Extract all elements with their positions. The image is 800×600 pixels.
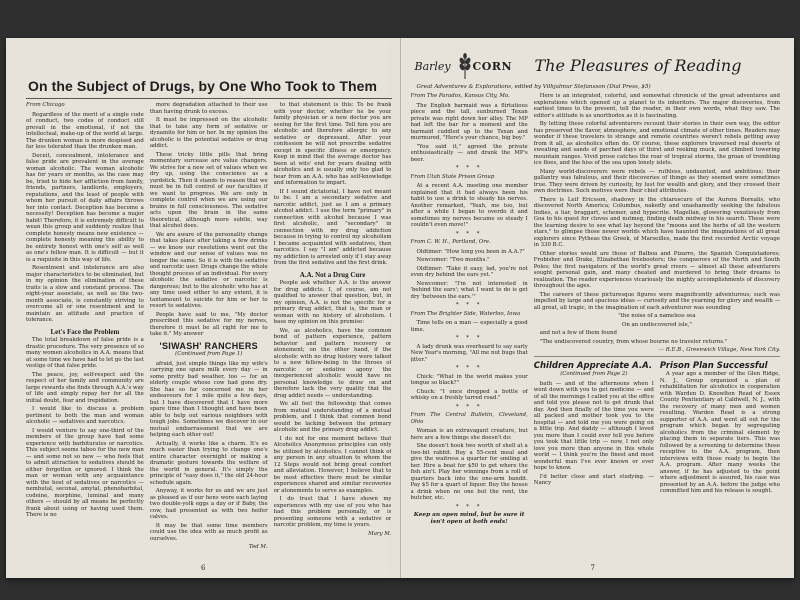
paragraph: It may be that some time members could use the idea with as much profit as ourselves. <box>149 522 268 542</box>
bottom-columns <box>534 359 780 497</box>
paragraph: Many world-discoverers were rebels — ruthless, undaunted, and ambitious; their gallantry was fabulous, and their discoveries of things as they seemed were sometimes true. They were driven by curiosity, by lust for wealth and glory, and they crossed their own doctrines. Such motives were their chief attributes. <box>533 168 780 194</box>
section-rule <box>534 356 780 357</box>
logo-word-barley: Barley <box>414 60 451 73</box>
continued-note: (Continued from Page 1) <box>175 351 243 357</box>
paragraph: Woman is an extravagant creature, but here are a few things she doesn't do: <box>410 428 528 441</box>
left-page <box>6 38 400 578</box>
paragraph: Time tells on a man — especially a good time. <box>410 320 528 333</box>
signature: — R.E.B., Greenwich Village, New York City. <box>658 347 780 353</box>
separator-stars: * * * <box>455 503 483 510</box>
dialogue-line: Newcomer: "Two months." <box>416 257 490 263</box>
paragraph: "The undiscovered country, from whose bourne no traveler returns." <box>539 338 728 345</box>
paragraph: Chuck: "I once dropped a bottle of whisky on a freshly tarred road." <box>410 388 528 401</box>
left-column-3 <box>274 102 392 553</box>
paragraph: People ask whether A.A. is the answer for drug addicts. I, of course, am not qualified to answer that question, but, in my opinion, A.A. is not the specific for a primary drug addict, that is, the man or woman with no history of alcoholism. I base my opinion on this premise: <box>273 280 392 325</box>
dateline: From The Paradox, Kansas City, Mo. <box>410 93 510 99</box>
prison-title: Prison Plan Successful <box>659 360 768 371</box>
wheat-icon <box>455 52 475 80</box>
reading-column <box>534 93 780 527</box>
dialogue-line: Oldtimer: "Take it easy, lad, you're not even dry behind the ears yet." <box>410 265 528 278</box>
paragraph: It must be impressed on the alcoholic that to take any form of sedative or dynamite for him or her. In my opinion the alcoholic is the potential sedative or drug addict. <box>149 117 268 149</box>
page-headline: On the Subject of Drugs, by One Who Took to Them <box>28 78 378 94</box>
paragraph: I would like to discuss a problem pertinent to both the man and woman alcoholic — sedatives and narcotics. <box>26 406 144 425</box>
paragraph: She doesn't hook two worth of shell at a two-bit rabbit. Buy a 55-cent meal and give the waitress a quarter for smiling at her. Hire a boat for $50 to get where the fish ain't. Play her winnings from a roll of quarters back into the one-arm bandit. Pay $5 for a quart of liquor. Buy the house a drink when no one but the rent, the butcher, etc. <box>410 443 528 501</box>
paragraph: Regardless of the merit of a single code of conduct, two codes of conduct still prevail in the emotional, if not the intellectual, make-up of the world at large. The drunken woman is more despised and far less tolerated than the drunken man. <box>26 111 144 150</box>
separator-stars: * * * <box>455 165 483 171</box>
separator-stars: * * * <box>455 302 483 308</box>
logo-word-corn: CORN <box>472 60 513 73</box>
page-number: 6 <box>201 564 206 572</box>
separator-stars: * * * <box>455 335 483 341</box>
paragraph: We all feel the fellowship that comes from mutual understanding of a mutual problem, and I think that common bond would be lacking between the primary alcoholic and the primary drug addict. <box>273 401 392 433</box>
paragraph: These tricky little pills that bring momentary surcease are value changers. We strive for a new set of values when we dry up, using the conscience as a yardstick. Then it stands to reason that we must be in full control of our faculties if we want to progress. We are only in complete control when we are using our brains in full consciousness. The sedative acts upon the brain in the same theoretical, although more subtle, way that alcohol does. <box>149 151 268 229</box>
dateline: From C. W. H., Portland, Ore. <box>410 239 491 245</box>
paragraph: People have said to me, "My doctor prescribed this sedative for my nerves, therefore it must be all right for me to take it." My answer <box>149 311 268 337</box>
dialogue-line: Newcomer: "I'm not interested in 'behind the ears'; what I want to do is get dry 'between the ears.'" <box>410 280 528 300</box>
paragraph: A year ago a member of the Glen Ridge, N. J., Group organized a plan of rehabilitation for alcoholics in cooperation with Warden D. Knowlton Read of Essex County Penitentiary at Caldwell, N. J., with the recovery of many men and women resulting. Warden Read is a strong supporter of A.A. and went all out for the program which began by segregating alcoholics from the criminal element by placing them in separate tiers. This was followed by a screening to determine those receptive to the A.A. program, then interviews with those ready to begin the A.A. program. After many weeks the answer, if he has adjusted to the point where adjustment is assured, his case was presented by an A.A. before the judge who committed him and his release is sought. <box>659 371 780 494</box>
paragraph: I do not for one moment believe that Alcoholics Anonymous principles can only be utilized by alcoholics. I cannot think of any person in any situation to whom the 12 Steps would not bring great comfort and alleviation. However, I believe that to be most effective there must be similar experiences shared and similar recoveries or atonements to serve as examples. <box>273 435 392 494</box>
right-page <box>401 38 795 578</box>
barleycorn-logo <box>411 52 531 82</box>
dateline: From The Central Bulletin, Cleveland, Ohio <box>410 412 528 425</box>
section-title: 'SIWASH' RANCHERS <box>159 340 258 351</box>
paragraph: If I sound dictatorial, I have not meant to be. I am a secondary sedative and narcotic addict, just as I am a primary alcohol addict. I use the term "primary" in connection with alcohol because I was first alcoholic, and "secondary" in connection with my drug addiction because in trying to control my alcoholism I became acquainted with sedatives, then narcotics. I say "I am" addicted because my addiction is arrested only if I stay away from the first sedative and the first drink. <box>273 188 392 266</box>
signature: Mary M. <box>368 530 392 537</box>
paragraph: The careers of these picturesque figures were magnificently adventurous; such was impelled by large and spacious ideas — curiosity and the yearning for glory and wealth — all great, all tragic, in the imagination of each adventurer was sounding <box>533 291 780 311</box>
paragraph: Resentment and intolerance are also major characteristics to be eliminated, but in my opinion the elimination of these traits is a slow and constant process. The eight-year associate, as well as the two-month associate, is constantly striving to overcome all or one resentment and to maintain an attitude and practice of tolerance. <box>26 265 144 323</box>
quote-line: "the noise of a nameless sea <box>618 313 696 319</box>
paragraph: "You said it," agreed the private enthusiastically — and drank the MP's beer. <box>410 143 528 163</box>
signature: Ted M. <box>248 544 268 550</box>
dateline: From The Brighter Side, Waterloo, Iowa <box>410 310 521 317</box>
separator-stars: * * * <box>455 365 483 371</box>
dateline: From Chicago <box>26 102 65 108</box>
page-number: 7 <box>590 564 595 572</box>
separator-stars: * * * <box>455 230 483 237</box>
separator-stars: * * * <box>455 403 483 410</box>
reading-title: The Pleasures of Reading <box>534 56 742 75</box>
paragraph: I would venture to say one-third of the members of the group have had some experience with barbiturates or narcotics. This subject seems taboo for the new man — and some not so new — who feels that to admit attraction to sedatives should be either forgotten or ignored. I think the man or woman with any acquaintance with the host of sedatives or narcotics — nembutal, seconal, amytal, phenobarbital, codeine, morphine, luminal and many others — should by all means be perfectly frank about using or having used them. There is no <box>26 427 144 518</box>
right-header <box>411 52 781 82</box>
quote-line: On an undiscovered isle," <box>621 321 692 328</box>
paragraph: Here is an integrated, colorful, and somewhat chronicle of the great adventures and explorations which opened up a planet to its inheritors. The major discoveries, from earliest times to the present, tell the reader, in their own words, what they saw. The editor's attitude is as unorthodox as it is fascinating. <box>533 93 780 119</box>
left-column-2 <box>150 102 268 553</box>
children-column <box>534 359 654 497</box>
paragraph: The peace, joy, self-respect and the respect of her family and community are large rewards she finds through A.A.'s way of life and simply repay her for all the initial doubt, fear and trepidation. <box>26 371 144 404</box>
section-title: A.A. Not a Drug Cure <box>299 270 366 279</box>
paragraph: Deceit, concealment, intolerance and false pride are prevalent in the average woman alcoholic. The woman alcoholic has for years or months, as the case may be, tried to hide her affliction from family, friends, partners, landlords, employers, reputations, and the least of people with whom her pursuit of daily affairs throws her into contact. Deception has become a necessity! Deception has become a major habit! Therefore, it is extremely difficult to wean this group and suddenly realize that complete honesty means new existence — complete honesty meaning the ability to be entirely honest with one's self as well as one's fellow man. It is difficult — but it is a requisite in this way of life. <box>26 152 144 263</box>
paragraph: Anyway, it works for us and we are just as pleased as if our hens were each laying two double-yolk eggs a day or if Baby, the cow, had presented us with two heifer calves. <box>149 488 268 520</box>
paragraph: bath — and of the afternoons when I went down with you to get medicine — and of all the mornings I called you at the office and told you please not to get drunk that day. And then finally of the time you were all packed and mother took you to the hospital — and told me you were going on a little trip. And daddy — although I loved you more than I could ever tell you before you took that little trip — now, I not only love you more than anyone in this whole world — I think you're the finest and most wonderful man I've ever known or ever hope to know. <box>533 380 654 471</box>
paragraph: I'd better close and start studying. — Nancy <box>533 473 654 486</box>
left-columns <box>26 102 392 553</box>
paragraph: to that statement is this: To be frank with your doctor, whether he be your family physician or a new doctor you are seeing for the first time. Tell him you are alcoholic and therefore allergic to any sedative or depressant. After your confession he will not prescribe sedative except in specific illness or emergency. Keep in mind that the average doctor has been at wits' end for years dealing with alcoholics and is usually only too glad to hear from an A.A. who has self-knowledge and information to impart. <box>273 102 392 186</box>
paragraph: more degradation attached to their use than having drunk to excess. <box>149 102 268 115</box>
paragraph: The total breakdown of false pride is a drastic procedure. The very presence of so many women alcoholics in A.A. means that at some time we have had to let go the last vestige of that false pride. <box>26 337 144 369</box>
paragraph: There is Leif Ericsson, shadowy in the chiaroscuro of the Aurora Borealis, who discovered North America; Columbus, nakedly and unashamedly seeking the fabulous Indies, a liar, braggart, schemer, and hypocrite. Magellan, glowering vexatiously from Goa to his quest for cloves and nutmeg, finding death midway in his search. These were the learning desire to see what lay beyond the "moons and the herbs of all the western stars," to glimpse those newer worlds which have haunted the imaginations of all great explorers since Pytheas the Greek, of Marseilles, made the first recorded Arctic voyage in 330 B.C. <box>533 196 780 248</box>
right-top-columns <box>411 93 781 527</box>
paragraph: Other stories would are those of Balboa and Pizarro, the Spanish Conquistadores; Frobisher and Drake, Elizabethan freebooters; the conquerors of the North and South Poles; the first navigators of the world's great rivers — almost all these adventurers sought personal gain, and many cheated and murdered to bring their dreams to realization. The reader experiences vicariously the mighty accomplishments of discovery throughout the ages. <box>533 250 780 289</box>
dateline: From Utah State Prison Group <box>410 173 495 180</box>
paragraph: and not a few of them found <box>539 330 617 336</box>
dialogue-line: Oldtimer: "How long you been in A.A.?" <box>416 248 525 255</box>
reading-subhead: Great Adventures & Explorations, edited by Vilhjalmur Stefansson (Dial Press, $5) <box>416 84 651 90</box>
barleycorn-column <box>411 93 528 527</box>
paragraph: Chick: "What in the world makes your tongue so black?" <box>410 373 528 386</box>
children-title: Children Appreciate A.A. <box>533 360 653 371</box>
motto: Keep an open mind, but be sure it isn't open at both ends! <box>413 512 525 525</box>
paragraph: Actually, it works like a charm. It's so much easier than trying to change one's entire character overnight or making a dramatic gesture towards the welfare of the world in general. It's simply the principle of "easy does it," the old 24-hour schedule again. <box>149 440 268 486</box>
magazine-spread <box>6 38 794 578</box>
prison-column <box>660 359 780 497</box>
paragraph: A lady drunk was overheard to say early New Year's morning, "All me nut bugs that jitter." <box>410 343 528 363</box>
paragraph: The English barmaid was a flirtatious piece and the tall, sunburned Texan private was right down her alley. The MP had left the bar for a moment and the barmaid cuddled up to the Texan and murmured, "Here's your chance, big boy." <box>410 102 528 141</box>
section-title: Let's Face the Problem <box>50 327 120 336</box>
paragraph: We are aware of the personality change that takes place after taking a few drinks — we know our resolutions went out the window and our sense of values was no longer the same. So it is with the sedative and narcotic user. Drugs change the whole thought process of an individual. For every alcoholic the sedative or narcotic is dangerous; but to the alcoholic who has at any time used either to any extent, it is tantamount to suicide for him or her to resort to sedatives. <box>149 231 268 309</box>
paragraph: By letting these colorful adventurers recount their stories in their own way, the editor has preserved the flavor, atmosphere, and emotional climate of other times. Readers may wonder if these travelers to strange and remote countries weren't rebels getting away from it all, as alcoholics often do. Of course, these explorers traversed real deserts of sweating and sands of parched days of thirst and reeking muck, and climbed towering mountain ranges. Vivid prose catches the roar of tropical storms, the groan of trembling ice floes, and the hiss of the sea upon lonely islets. <box>533 121 780 166</box>
continued-note: (Continued from Page 2) <box>560 371 628 377</box>
paragraph: afraid, just simple things like my wife's carrying one spare milk every day — in some pretty bad weather, too — for an elderly couple whose cow had gone dry. She has so far concerned me in her endeavours for 1 mile quite a few days, but I have discovered that I have more spare time than I thought and have been able to help out various neighbors with tough jobs. Sometimes we discover in our mutual embarrassment that we are helping each other out! <box>149 360 268 438</box>
paragraph: I do trust that I have shown my experiences with my use of you who has had this problem personally, or is presenting someone with a sedative or narcotic problem, my time is yours. <box>273 496 392 528</box>
paragraph: At a recent A.A. meeting one member explained that it had always been his habit to use a drink to steady his nerves. Another remarked, "Yeah, me too, but after a while I began to overdo it and sometimes my nerves became so steady I couldn't even move!" <box>410 183 528 228</box>
headline-rule <box>26 98 392 99</box>
left-column-1 <box>26 102 144 553</box>
paragraph: We, as alcoholics, have the common bond of pattern experience, pattern behavior and pattern recovery or atonement; on the other hand, if the alcoholic with no drug history were talked to a new fellow-being in the throes of narcotic or sedative agony the inexperienced alcoholic would have no personal knowledge to draw on and therefore lack the very quality that the drug addict needs — understanding. <box>273 327 392 399</box>
